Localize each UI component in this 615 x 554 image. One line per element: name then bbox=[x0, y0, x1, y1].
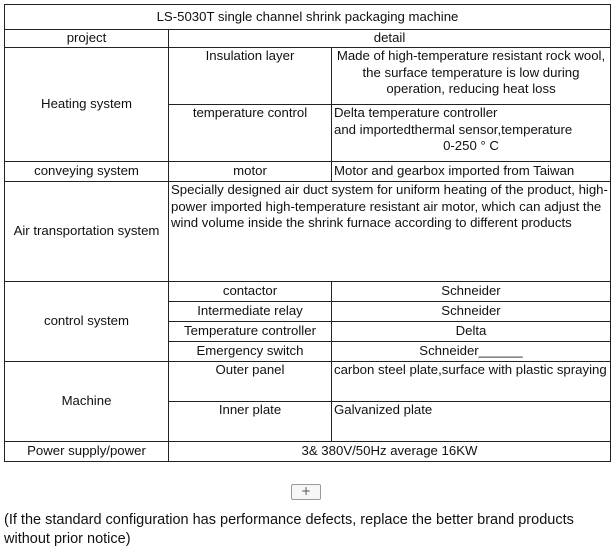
temperature-control-value bbox=[332, 105, 611, 162]
power-supply-value: 3& 380V/50Hz average 16KW bbox=[169, 442, 611, 462]
outer-panel-label: Outer panel bbox=[169, 362, 332, 402]
control-item: Temperature controller bbox=[169, 322, 332, 342]
control-brand: Delta bbox=[332, 322, 611, 342]
air-transportation-label: Air transportation system bbox=[5, 182, 169, 282]
control-system-label: control system bbox=[5, 282, 169, 362]
power-supply-label: Power supply/power bbox=[5, 442, 169, 462]
temp-value-line-3: 0-250 ° C bbox=[443, 138, 499, 153]
temp-value-line-2: and importedthermal sensor,temperature bbox=[334, 121, 573, 137]
outer-panel-value: carbon steel plate,surface with plastic spraying bbox=[332, 362, 611, 402]
control-brand: Schneider______ bbox=[332, 342, 611, 362]
spec-table bbox=[4, 4, 611, 462]
air-transportation-value: Specially designed air duct system for uniform heating of the product, high-power imported high-temperature resistant air motor, which can adjust the wind volume inside the shrink furnace according to different products bbox=[169, 182, 611, 282]
machine-label: Machine bbox=[5, 362, 169, 442]
heating-system-label: Heating system bbox=[5, 48, 169, 162]
insulation-layer-label: Insulation layer bbox=[169, 48, 332, 105]
inner-plate-value: Galvanized plate bbox=[332, 402, 611, 442]
control-brand: Schneider bbox=[332, 282, 611, 302]
motor-value: Motor and gearbox imported from Taiwan bbox=[332, 162, 611, 182]
add-row-button[interactable]: + bbox=[291, 484, 321, 500]
temp-value-line-1: Delta temperature controller bbox=[334, 105, 498, 120]
insulation-layer-value: Made of high-temperature resistant rock wool, the surface temperature is low during operation, reducing heat loss bbox=[332, 48, 611, 105]
temperature-control-label: temperature control bbox=[169, 105, 332, 162]
header-detail: detail bbox=[169, 30, 611, 48]
control-item: Intermediate relay bbox=[169, 302, 332, 322]
table-title: LS-5030T single channel shrink packaging machine bbox=[5, 5, 611, 30]
footnote: (If the standard configuration has performance defects, replace the better brand products without prior notice) bbox=[4, 512, 574, 547]
inner-plate-label: Inner plate bbox=[169, 402, 332, 442]
control-item: contactor bbox=[169, 282, 332, 302]
motor-label: motor bbox=[169, 162, 332, 182]
conveying-system-label: conveying system bbox=[5, 162, 169, 182]
control-item: Emergency switch bbox=[169, 342, 332, 362]
control-brand: Schneider bbox=[332, 302, 611, 322]
header-project: project bbox=[5, 30, 169, 48]
